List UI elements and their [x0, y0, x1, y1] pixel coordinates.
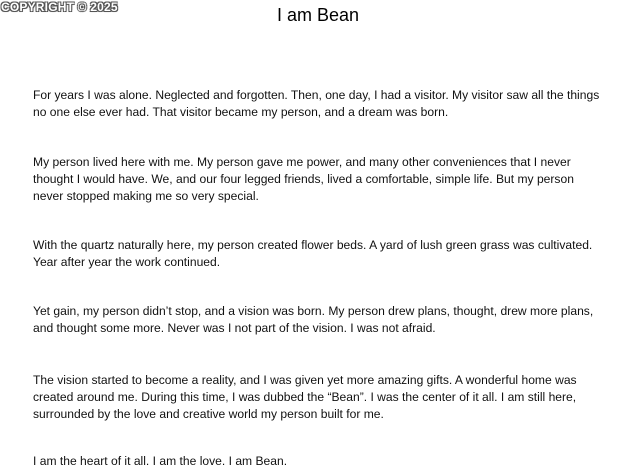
copyright-watermark: COPYRIGHT © 2025	[1, 0, 118, 14]
paragraph-2: My person lived here with me. My person gave me power, and many other conveniences that I never thought I would have. We, and our four legged friends, lived a comfortable, simple life. But my person never stopped making me so very special.	[33, 155, 574, 203]
paragraph-3: With the quartz naturally here, my person created flower beds. A yard of lush green grass was cultivated. Year after year the work continued.	[33, 238, 593, 269]
page-title: I am Bean	[276, 5, 360, 25]
paragraph-6: I am the heart of it all. I am the love. I am Bean.	[33, 454, 288, 468]
paragraph-4: Yet gain, my person didn’t stop, and a vision was born. My person drew plans, thought, drew more plans, and thought some more. Never was I not part of the vision. I was not afraid.	[33, 304, 594, 335]
paragraph-5: The vision started to become a reality, and I was given yet more amazing gifts. A wonderful home was created around me. During this time, I was dubbed the “Bean”. I was the center of it all. I am still here, surrounded by the love and creative world my person built for me.	[33, 373, 577, 421]
paragraph-1: For years I was alone. Neglected and forgotten. Then, one day, I had a visitor. My visitor saw all the things no one else ever had. That visitor became my person, and a dream was born.	[33, 88, 600, 119]
